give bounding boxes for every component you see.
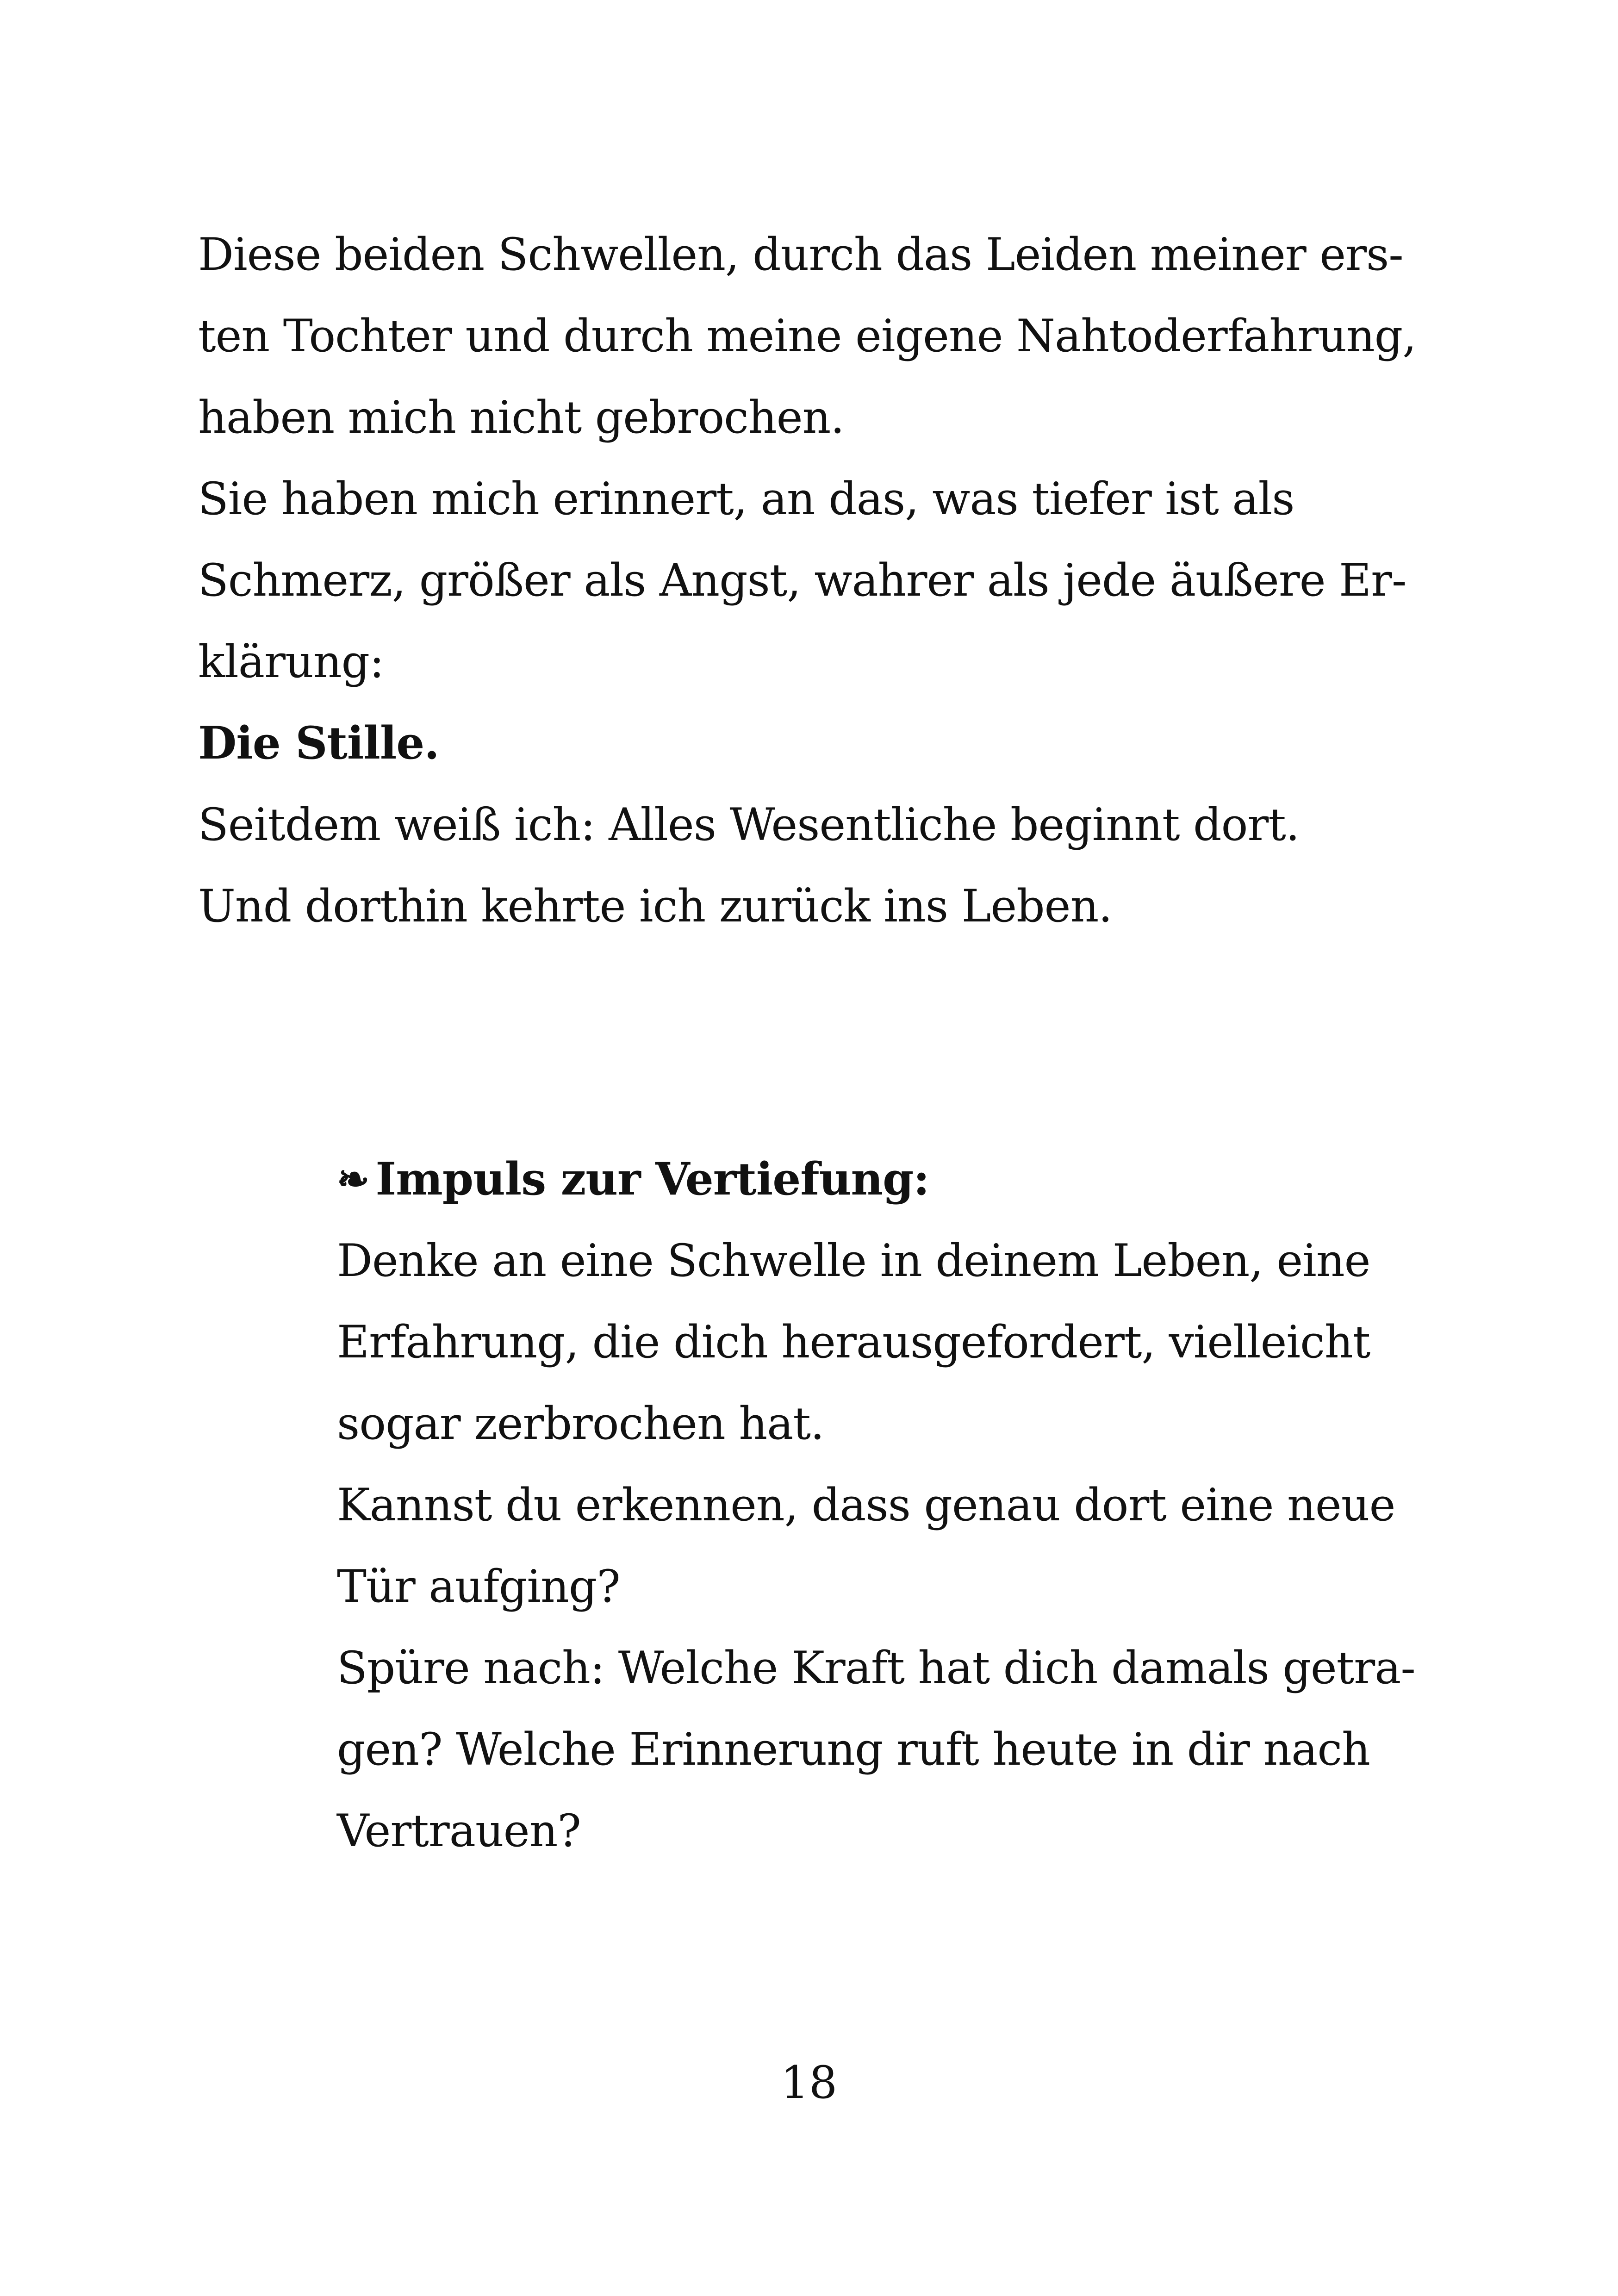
impulse-text-line: Kannst du erkennen, dass genau dort eine neue	[337, 1479, 1395, 1531]
main-text-line: Diese beiden Schwellen, durch das Leiden meiner ers-	[198, 229, 1403, 280]
impulse-heading-line	[337, 1151, 929, 1209]
main-text-line: haben mich nicht gebrochen.	[198, 392, 844, 443]
floral-heart-icon: ❧	[337, 1156, 369, 1202]
impulse-text-line: Denke an eine Schwelle in deinem Leben, eine	[337, 1235, 1370, 1287]
main-text-line: Schmerz, größer als Angst, wahrer als jede äußere Er-	[198, 554, 1406, 606]
impulse-text-line: Tür aufging?	[337, 1561, 620, 1612]
impulse-text-line: Spüre nach: Welche Kraft hat dich damals getra-	[337, 1642, 1415, 1694]
main-text-line: klärung:	[198, 636, 384, 688]
impulse-text-line: gen? Welche Erinnerung ruft heute in dir nach	[337, 1724, 1370, 1775]
main-text-line: ten Tochter und durch meine eigene Nahtoderfahrung,	[198, 310, 1416, 362]
impulse-text-line: sogar zerbrochen hat.	[337, 1398, 824, 1450]
impulse-text-line: Erfahrung, die dich herausgefordert, vielleicht	[337, 1316, 1370, 1368]
emphasis-heading: Die Stille.	[198, 717, 439, 769]
main-text-line: Sie haben mich erinnert, an das, was tiefer ist als	[198, 473, 1294, 525]
main-text-line: Und dorthin kehrte ich zurück ins Leben.	[198, 880, 1112, 932]
main-text-line: Seitdem weiß ich: Alles Wesentliche beginnt dort.	[198, 799, 1300, 851]
impulse-text-line: Vertrauen?	[337, 1805, 581, 1857]
page-number: 18	[780, 2057, 838, 2109]
impulse-heading: Impuls zur Vertiefung:	[375, 1153, 929, 1205]
